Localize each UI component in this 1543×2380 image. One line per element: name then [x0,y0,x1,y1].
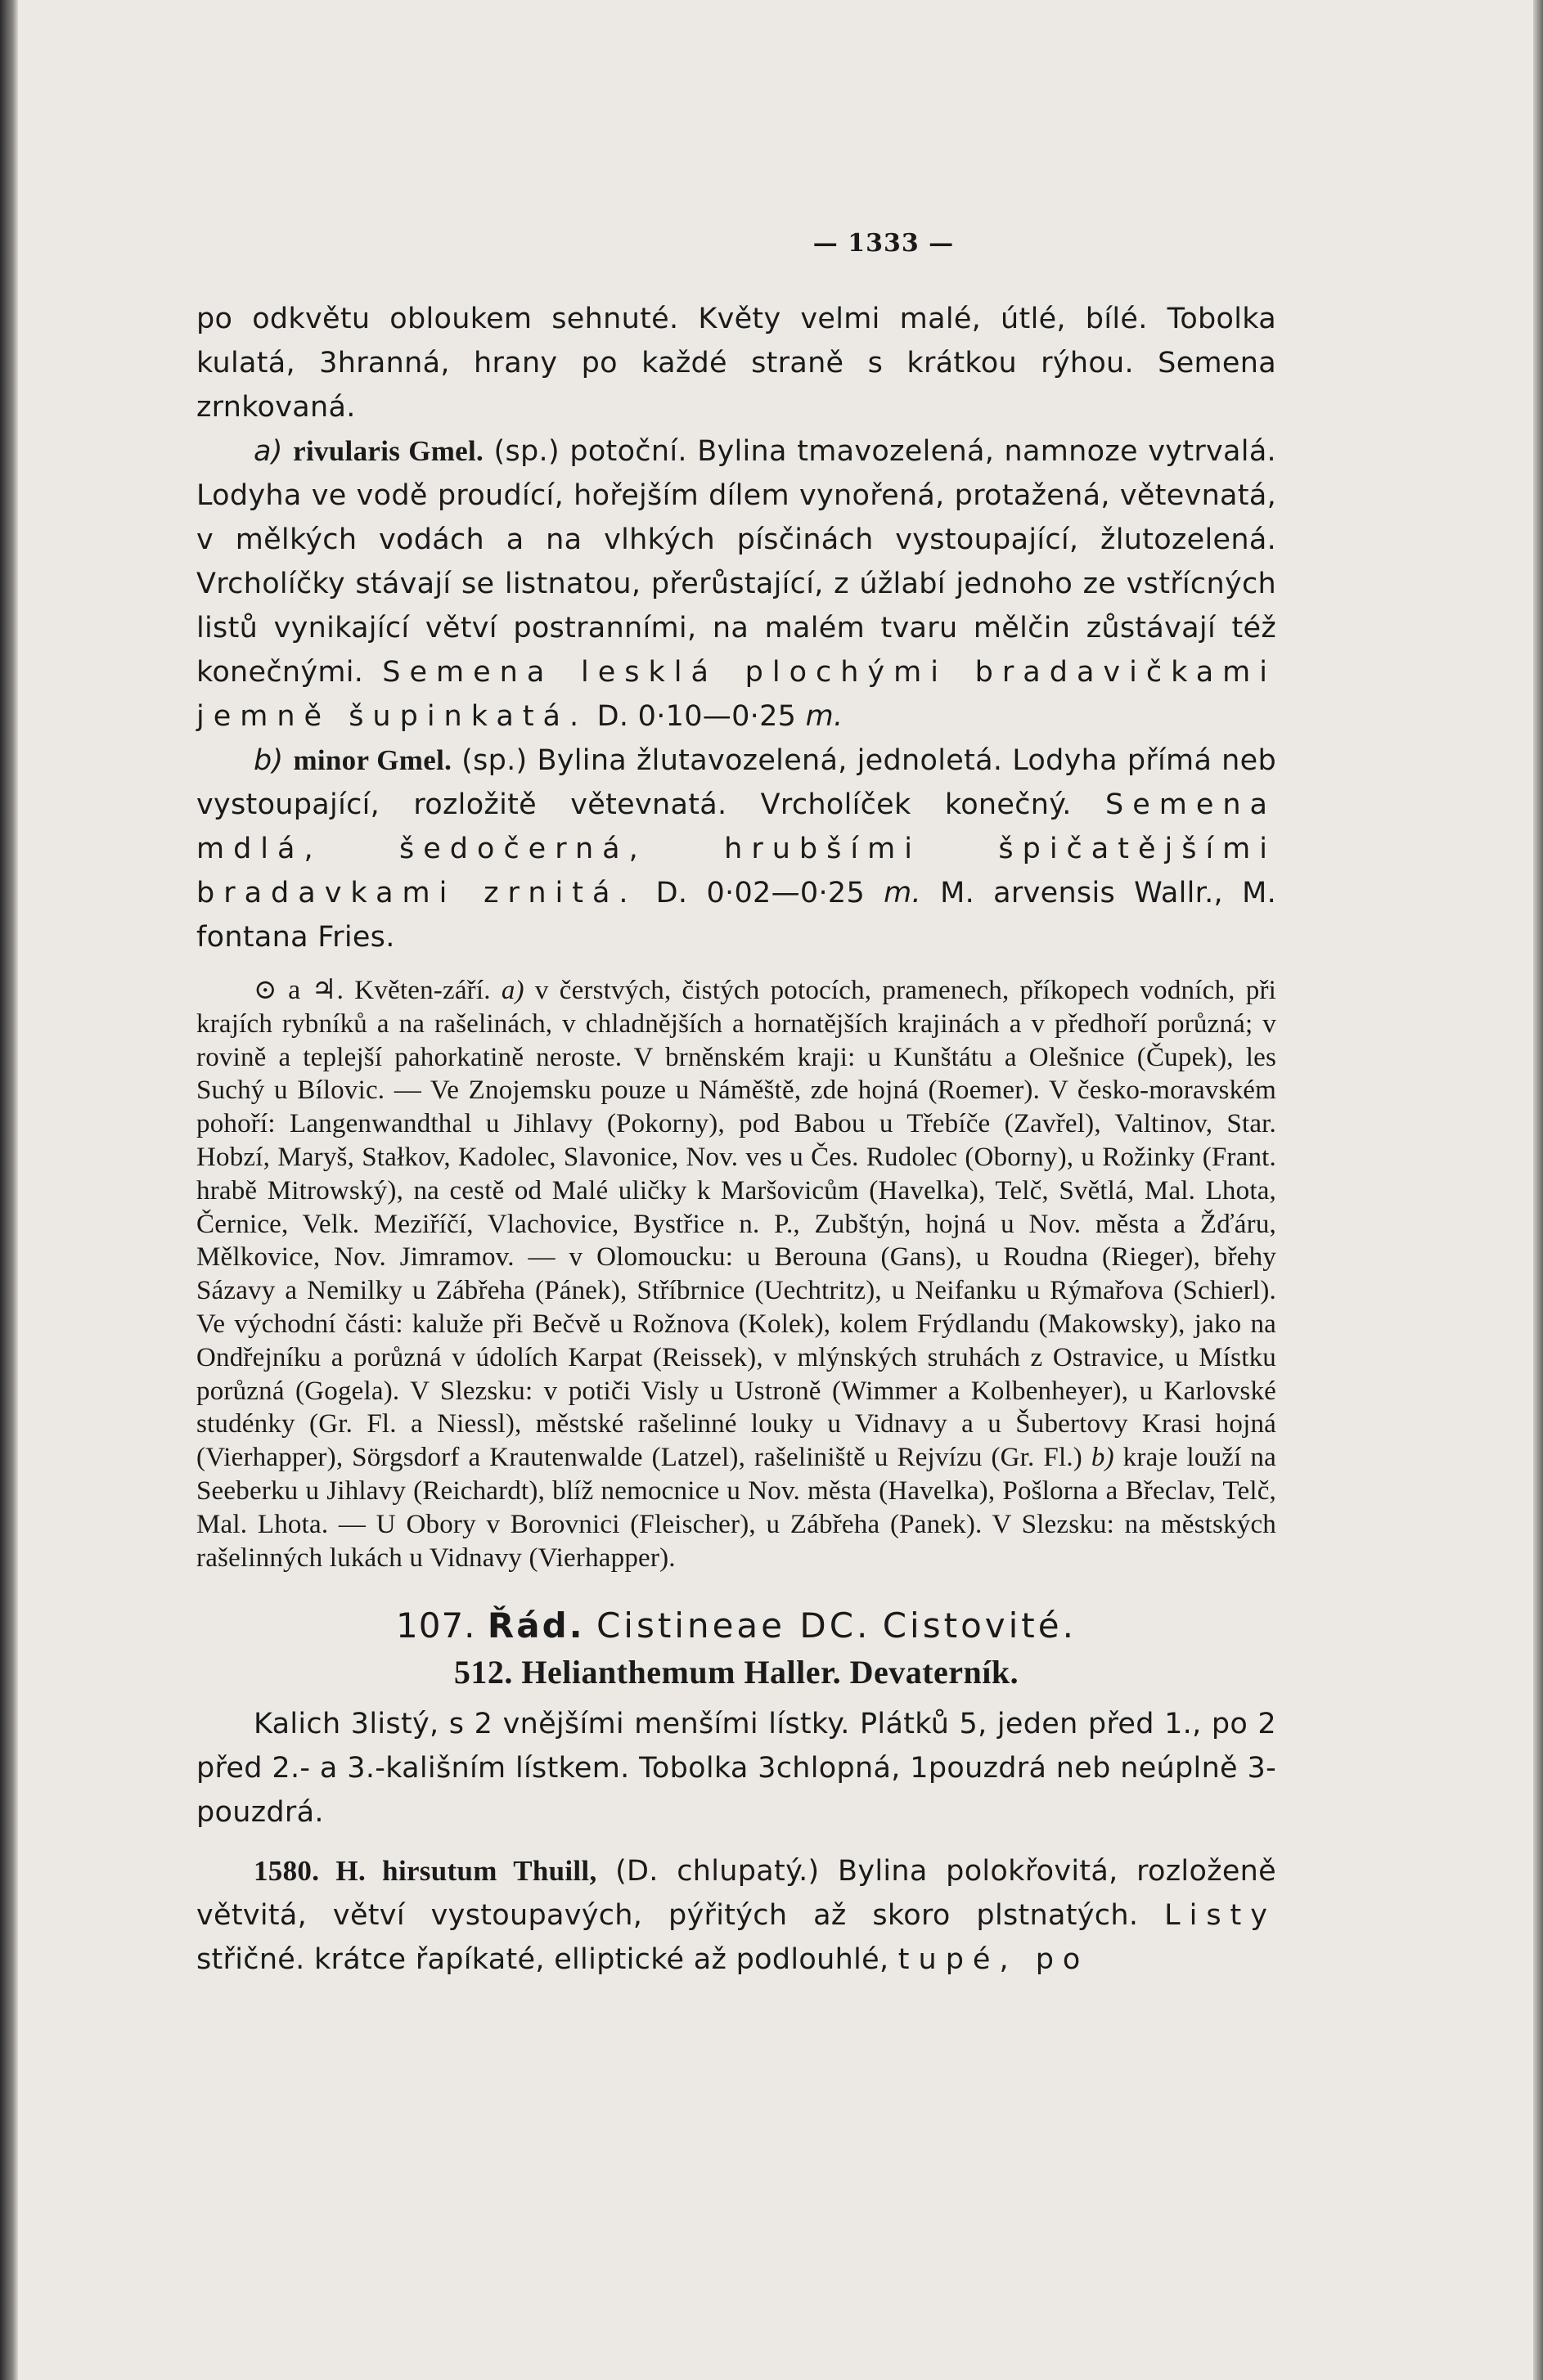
hirsutum-leaves-spaced: Listy [1164,1899,1276,1933]
minor-size: D. 0·02—0·25 [637,877,884,909]
rivularis-description: (sp.) potoční. Bylina tmavozelená, namnoze vytrvalá. Lodyha ve vodě proudící, hořejším dílem vynořená, protažená, větevnatá, v mělkých vodách a na vlhkých písčinách vystoupající, žlutozelená. Vrcholíčky stávají se listnatou, přerůstající, z úžlabí jednoho ze vstřícných listů vynikající větví postranními, na malém tvaru mělčin zůstávají též konečnými. [196,435,1276,689]
genus-heading: 512. Helianthemum Haller. Devaterník. [453,1654,1019,1691]
left-page-edge [0,0,18,2380]
rivularis-seeds-spaced: Semena lesklá plochými bradavičkami jemně šupinkatá. [196,656,1276,733]
annual-perennial-symbols: ⊙ a ♃. [254,975,344,1005]
paragraph-intro: po odkvětu obloukem sehnuté. Květy velmi malé, útlé, bílé. Tobolka kulatá, 3hranná, hrany po každé straně s krátkou rýhou. Semena zrnkovaná. [196,303,1276,424]
paragraph-hirsutum [196,1849,1276,1982]
order-latin: Cistineae DC. [596,1605,871,1646]
page-content [196,229,1276,1982]
hirsutum-description: (D. chlupatý.) Bylina polokřovitá, rozloženě větvitá, větví vystoupavých, pýřitých až skoro plstnatých. [196,1855,1276,1933]
localities-a-text: v čerstvých, čistých potocích, pramenech, příkopech vodních, při krajích rybníků a na rašelinách, v chladnějších a hornatějších krajinách a v předhoří porůzná; v rovině a teplejší pahorkatině neroste. V brněnském kraji: u Kunštátu a Olešnice (Čupek), les Suchý u Bílovic. — Ve Znojemsku pouze u Náměště, zde hojná (Roemer). V česko-moravském pohoří: Langenwandthal u Jihlavy (Pokorny), pod Babou u Třebíče (Zavřel), Valtinov, Star. Hobzí, Maryš, Stałkov, Kadolec, Slavonice, Nov. ves u Čes. Rudolec (Oborny), u Rožinky (Frant. hrabě Mitrowský), na cestě od Malé uličky k Maršovicům (Havelka), Telč, Světlá, Mal. Lhota, Černice, Velk. Meziříčí, Vlachovice, Bystřice n. P., Zubštýn, hojná u Nov. města a Žďáru, Mělkovice, Nov. Jimramov. — v Olomoucku: u Berouna (Gans), u Roudna (Rieger), břehy Sázavy a Nemilky u Zábřeha (Pánek), Stříbrnice (Uechtritz), u Neifanku u Rýmařova (Schierl). Ve východní části: kaluže při Bečvě u Rožnova (Kolek), kolem Frýdlandu (Makowsky), jako na Ondřejníku a porůzná v údolích Karpat (Reissek), v mlýnských struhách z Ostravice, u Místku porůzná (Gogela). V Slezsku: v potiči Visly u Ustroně (Wimmer a Kolbenheyer), u Karlovské studénky (Gr. Fl. a Niessl), městské rašelinné louky u Vidnavy a u Šubertovy Krasi hojná (Vierhapper), Sörgsdorf a Krautenwalde (Latzel), rašeliniště u Rejvízu (Gr. Fl.) [196,976,1277,1473]
localities-label-b: b) [1091,1443,1114,1473]
hirsutum-blunt-spaced: tupé, po [897,1943,1090,1977]
hirsutum-leaves-text: střičné. krátce řapíkaté, elliptické až podlouhlé, [196,1943,898,1977]
variety-label-a: a) [254,435,283,468]
variety-name-rivularis: rivularis Gmel. [293,435,484,467]
order-czech: Cistovité. [882,1605,1077,1646]
page-number: — 1333 — [812,229,955,258]
order-number: 107. [396,1605,476,1646]
right-page-edge [1533,0,1543,2380]
rivularis-unit: m. [805,700,843,733]
species-hirsutum: 1580. H. hirsutum Thuill, [254,1855,597,1888]
variety-name-minor: minor Gmel. [293,744,452,776]
order-label: Řád. [487,1605,585,1646]
paragraph-minor [196,739,1276,959]
paragraph-localities [196,974,1276,1574]
minor-synonyms: M. arvensis Wallr., M. fontana Fries. [196,877,1276,954]
minor-unit: m. [884,877,921,909]
paragraph-rivularis [196,429,1276,739]
localities-b-text: kraje louží na Seeberku u Jihlavy (Reichardt), blíž nemocnice u Nov. města (Havelka), Pošlorna a Břeclav, Telč, Mal. Lhota. — U Obory v Borovnici (Fleischer), u Zábřeha (Panek). V Slezsku: na městských rašelinných lukách u Vidnavy (Vierhapper). [196,1443,1276,1573]
variety-label-b: b) [254,744,284,777]
minor-description: (sp.) Bylina žlutavozelená, jednoletá. Lodyha přímá neb vystoupající, rozložitě větevnatá. Vrcholíček konečný. [196,744,1276,821]
minor-seeds-spaced: Semena mdlá, šedočerná, hrubšími špičatějšími bradavkami zrnitá. [196,788,1276,909]
paragraph-genus-description: Kalich 3listý, s 2 vnějšími menšími lístky. Plátků 5, jeden před 1., po 2 před 2.- a 3.-kališním lístkem. Tobolka 3chlopná, 1pouzdrá neb neúplně 3-pouzdrá. [196,1708,1276,1830]
order-heading [196,1602,1276,1650]
flowering-months: Květen-září. [344,976,502,1005]
localities-label-a: a) [501,976,524,1005]
rivularis-size: D. 0·10—0·25 [587,700,806,733]
